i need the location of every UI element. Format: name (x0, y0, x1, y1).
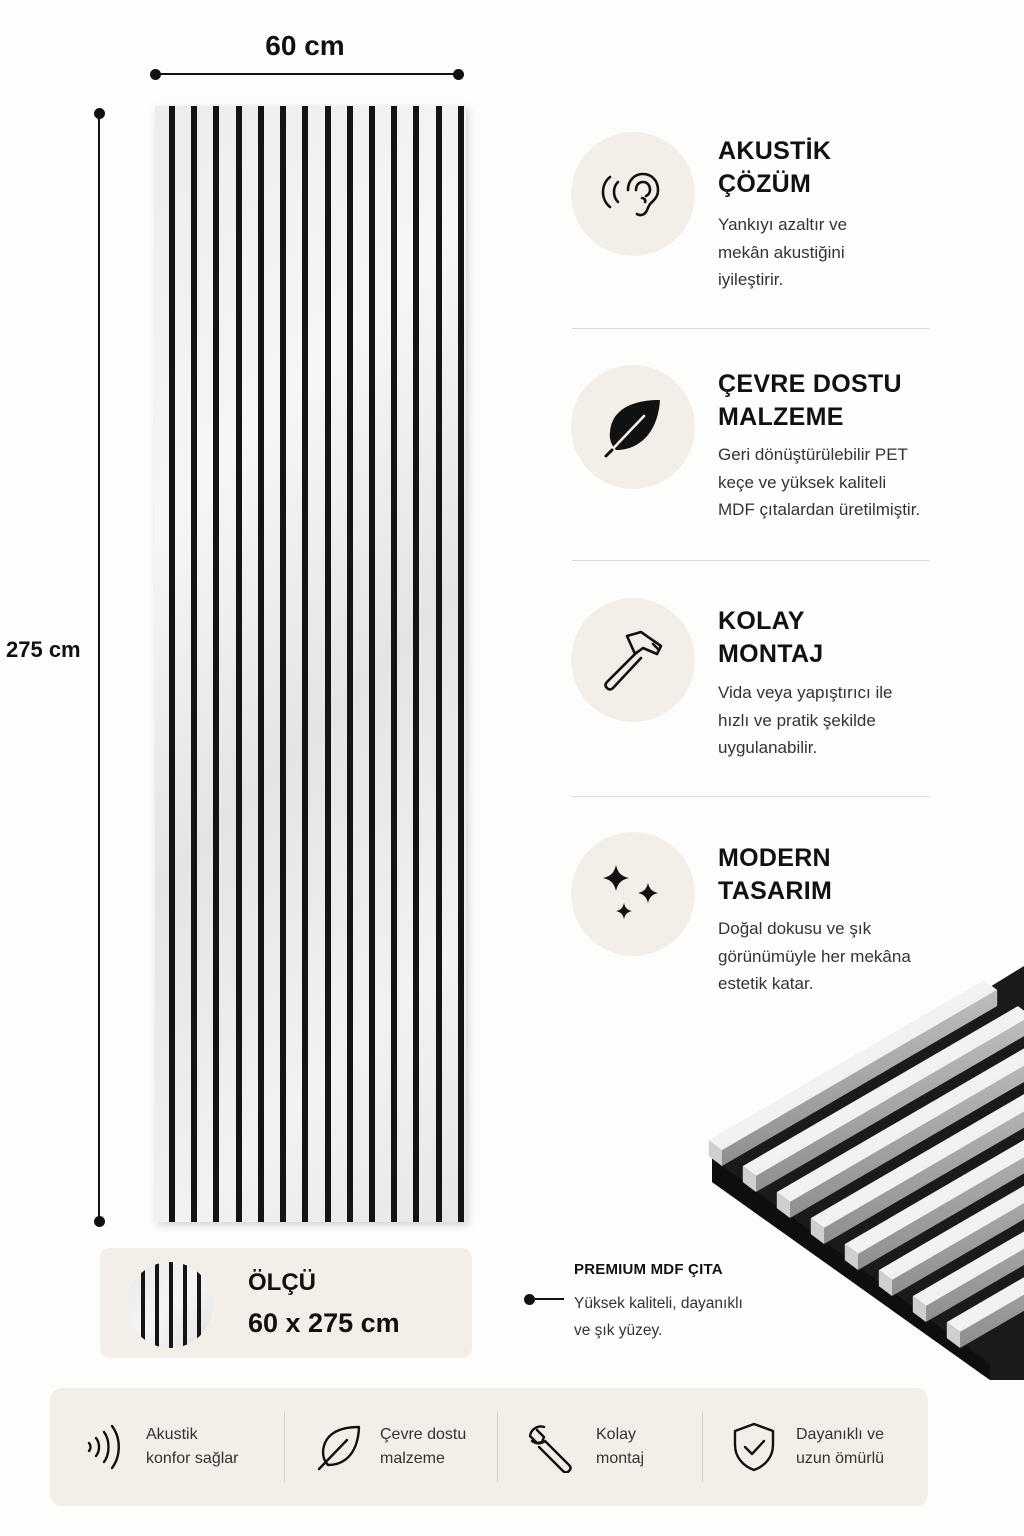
benefit-label-line: uzun ömürlü (796, 1450, 885, 1467)
feature-desc-line: mekân akustiğini (718, 242, 845, 262)
panel-groove (280, 106, 286, 1222)
feature-title-line: ÇEVRE DOSTU (718, 370, 902, 398)
feature-divider (572, 796, 930, 797)
benefit-item (78, 1388, 239, 1506)
benefits-bar (50, 1388, 928, 1506)
panel-groove (436, 106, 442, 1222)
size-card (100, 1248, 472, 1358)
panel-groove (369, 106, 375, 1222)
premium-title: PREMIUM MDF ÇITA (574, 1261, 723, 1278)
feature-title-line: MALZEME (718, 403, 844, 431)
benefit-item (726, 1388, 884, 1506)
ear-sound-icon (598, 164, 668, 224)
panel-groove (325, 106, 331, 1222)
feature-icon-circle (571, 132, 695, 256)
feature-title (718, 368, 978, 434)
feature-desc-line: Geri dönüştürülebilir PET (718, 445, 908, 464)
feature-desc-line: Doğal dokusu ve şık (718, 919, 872, 938)
hammer-icon (597, 624, 669, 696)
panel-groove (213, 106, 219, 1222)
sound-waves-icon (78, 1419, 134, 1475)
size-value: 60 x 275 cm (248, 1308, 400, 1338)
wrench-icon (522, 1419, 578, 1475)
feature-desc-line: MDF çıtalardan üretilmiştir. (718, 500, 921, 519)
width-dimension-line (155, 73, 458, 75)
benefit-separator (497, 1412, 498, 1482)
benefit-separator (284, 1412, 285, 1482)
acoustic-panel-image (155, 106, 466, 1222)
benefit-label (146, 1423, 239, 1471)
feature-title (718, 605, 978, 671)
feature-description (718, 441, 958, 524)
feature-icon-circle (571, 365, 695, 489)
premium-desc-line: Yüksek kaliteli, dayanıklı (574, 1295, 743, 1312)
height-dimension-line (98, 114, 100, 1222)
benefit-separator (702, 1412, 703, 1482)
panel-groove (236, 106, 242, 1222)
panel-groove (258, 106, 264, 1222)
sample-groove (169, 1262, 173, 1348)
feature-title-line: KOLAY (718, 607, 805, 635)
panel-groove (391, 106, 397, 1222)
leaf-outline-icon (312, 1419, 368, 1475)
panel-sample-thumbnail (127, 1262, 213, 1348)
premium-description (574, 1290, 774, 1344)
panel-groove (347, 106, 353, 1222)
sample-groove (197, 1262, 201, 1348)
height-line-end-dot (94, 1216, 105, 1227)
feature-title-line: TASARIM (718, 877, 833, 905)
panel-groove (413, 106, 419, 1222)
feature-icon-circle (571, 832, 695, 956)
feature-title-line: ÇÖZÜM (718, 170, 812, 198)
panel-groove (302, 106, 308, 1222)
benefit-label (596, 1423, 644, 1471)
feature-desc-line: hızlı ve pratik şekilde (718, 710, 876, 730)
height-dimension-label: 275 cm (6, 637, 81, 662)
feature-desc-line: görünümüyle her mekâna (718, 946, 911, 966)
benefit-label-line: montaj (596, 1450, 645, 1467)
sample-groove (141, 1262, 145, 1348)
height-line-start-dot (94, 108, 105, 119)
benefit-label-line: Akustik (146, 1426, 198, 1443)
benefit-label (380, 1423, 466, 1471)
sparkles-icon (598, 859, 668, 929)
benefit-label-line: Kolay (596, 1426, 637, 1443)
feature-desc-line: keçe ve yüksek kaliteli (718, 472, 887, 492)
width-dimension-label: 60 cm (265, 30, 345, 61)
callout-line (530, 1298, 564, 1300)
panel-groove (169, 106, 175, 1222)
feature-title (718, 842, 978, 908)
width-line-end-dot (453, 69, 464, 80)
sample-groove (155, 1262, 159, 1348)
panel-groove (191, 106, 197, 1222)
benefit-label-line: malzeme (380, 1450, 445, 1467)
feature-desc-line: estetik katar. (718, 974, 814, 993)
feature-desc-line: iyileştirir. (718, 270, 784, 289)
benefit-item (522, 1388, 644, 1506)
width-line-start-dot (150, 69, 161, 80)
size-label: ÖLÇÜ (248, 1269, 316, 1296)
premium-desc-line: ve şık yüzey. (574, 1322, 663, 1339)
feature-title-line: AKUSTİK (718, 137, 832, 165)
feature-title-line: MODERN (718, 844, 831, 872)
feature-icon-circle (571, 598, 695, 722)
feature-title-line: MONTAJ (718, 640, 824, 668)
panel-groove (458, 106, 464, 1222)
feature-description (718, 211, 958, 294)
feature-desc-line: Yankıyı azaltır ve (718, 215, 848, 234)
sample-groove (183, 1262, 187, 1348)
shield-check-icon (726, 1419, 782, 1475)
benefit-label-line: konfor sağlar (146, 1450, 239, 1467)
feature-title (718, 135, 978, 201)
feature-divider (572, 328, 930, 329)
leaf-icon (600, 394, 666, 460)
feature-desc-line: uygulanabilir. (718, 738, 818, 757)
benefit-label-line: Çevre dostu (380, 1426, 467, 1443)
feature-divider (572, 560, 930, 561)
feature-desc-line: Vida veya yapıştırıcı ile (718, 683, 893, 702)
benefit-label-line: Dayanıklı ve (796, 1426, 885, 1443)
benefit-label (796, 1423, 884, 1471)
feature-description (718, 679, 958, 762)
benefit-item (312, 1388, 466, 1506)
